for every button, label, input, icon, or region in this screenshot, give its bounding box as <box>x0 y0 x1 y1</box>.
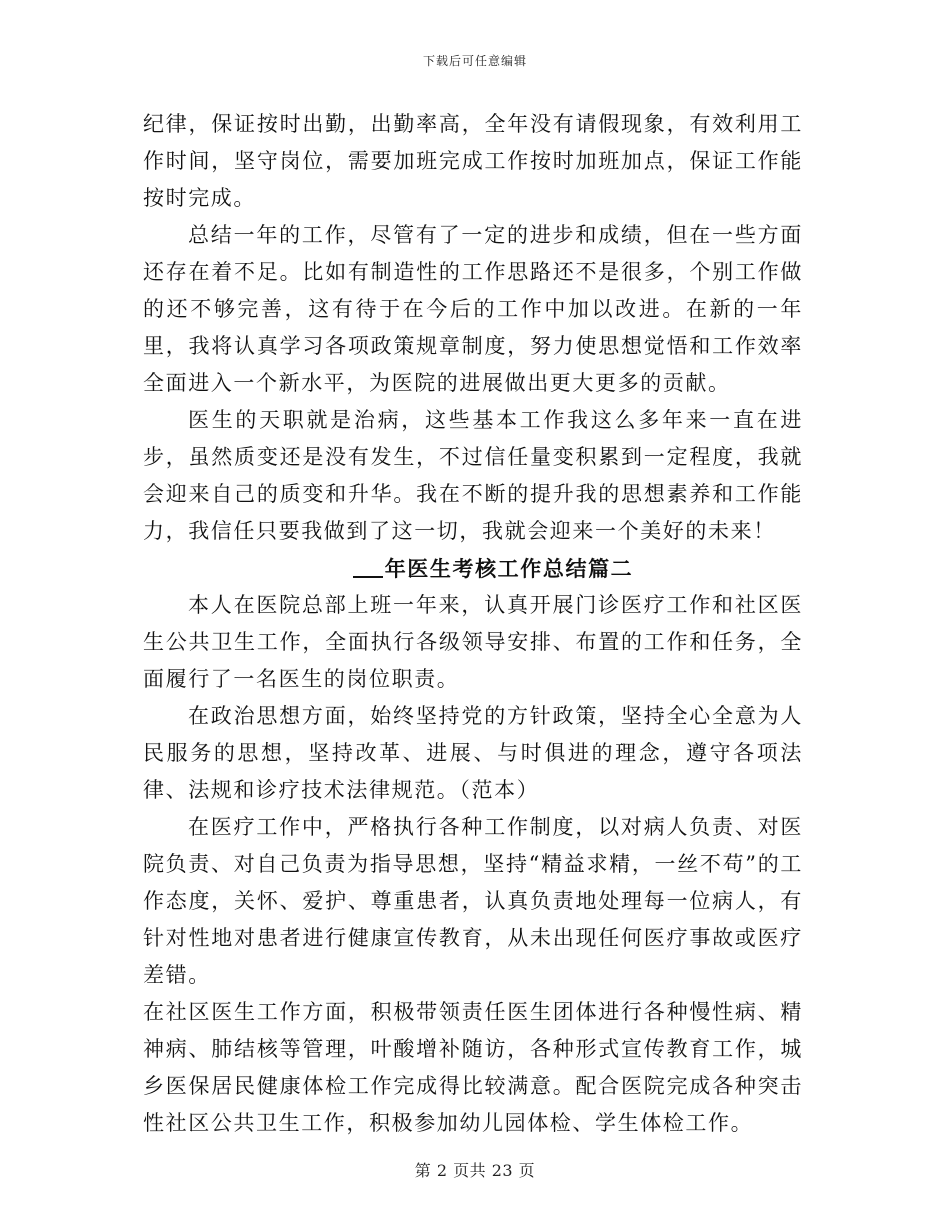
document-body <box>143 106 803 1142</box>
paragraph-intro: 本人在医院总部上班一年来，认真开展门诊医疗工作和社区医生公共卫生工作，全面执行各级领导安排、布置的工作和任务，全面履行了一名医生的岗位职责。 <box>143 593 803 691</box>
paragraph-continued: 纪律，保证按时出勤，出勤率高，全年没有请假现象，有效利用工作时间，坚守岗位，需要加班完成工作按时加班加点，保证工作能按时完成。 <box>143 112 803 210</box>
paragraph-doctor-duty: 医生的天职就是治病，这些基本工作我这么多年来一直在进步，虽然质变还是没有发生，不过信任量变积累到一定程度，我就会迎来自己的质变和升华。我在不断的提升我的思想素养和工作能力，我信任只要我做到了这一切，我就会迎来一个美好的未来！ <box>143 408 803 543</box>
page-header: 下载后可任意编辑 <box>422 54 527 68</box>
section-title-text: 年医生考核工作总结篇二 <box>384 556 634 581</box>
paragraph-medical-work: 在医疗工作中，严格执行各种工作制度，以对病人负责、对医院负责、对自己负责为指导思想，坚持“精益求精，一丝不苟”的工作态度，关怀、爱护、尊重患者，认真负责地处理每一位病人，有针对性地对患者进行健康宣传教育，从未出现任何医疗事故或医疗差错。 <box>143 815 803 987</box>
page-footer: 第 2 页共 23 页 <box>414 1161 536 1180</box>
paragraph-summary: 总结一年的工作，尽管有了一定的进步和成绩，但在一些方面还存在着不足。比如有制造性的工作思路还不是很多，个别工作做的还不够完善，这有待于在今后的工作中加以改进。在新的一年里，我将认真学习各项政策规章制度，努力使思想觉悟和工作效率全面进入一个新水平，为医院的进展做出更大更多的贡献。 <box>143 223 803 395</box>
section-title <box>143 550 803 587</box>
paragraph-political: 在政治思想方面，始终坚持党的方针政策，坚持全心全意为人民服务的思想，坚持改革、进展、与时俱进的理念，遵守各项法律、法规和诊疗技术法律规范。（范本） <box>143 704 803 802</box>
blank-underline <box>353 556 383 578</box>
paragraph-community-work: 在社区医生工作方面，积极带领责任医生团体进行各种慢性病、精神病、肺结核等管理，叶酸增补随访，各种形式宣传教育工作，城乡医保居民健康体检工作完成得比较满意。配合医院完成各种突击性社区公共卫生工作，积极参加幼儿园体检、学生体检工作。 <box>143 1000 803 1135</box>
